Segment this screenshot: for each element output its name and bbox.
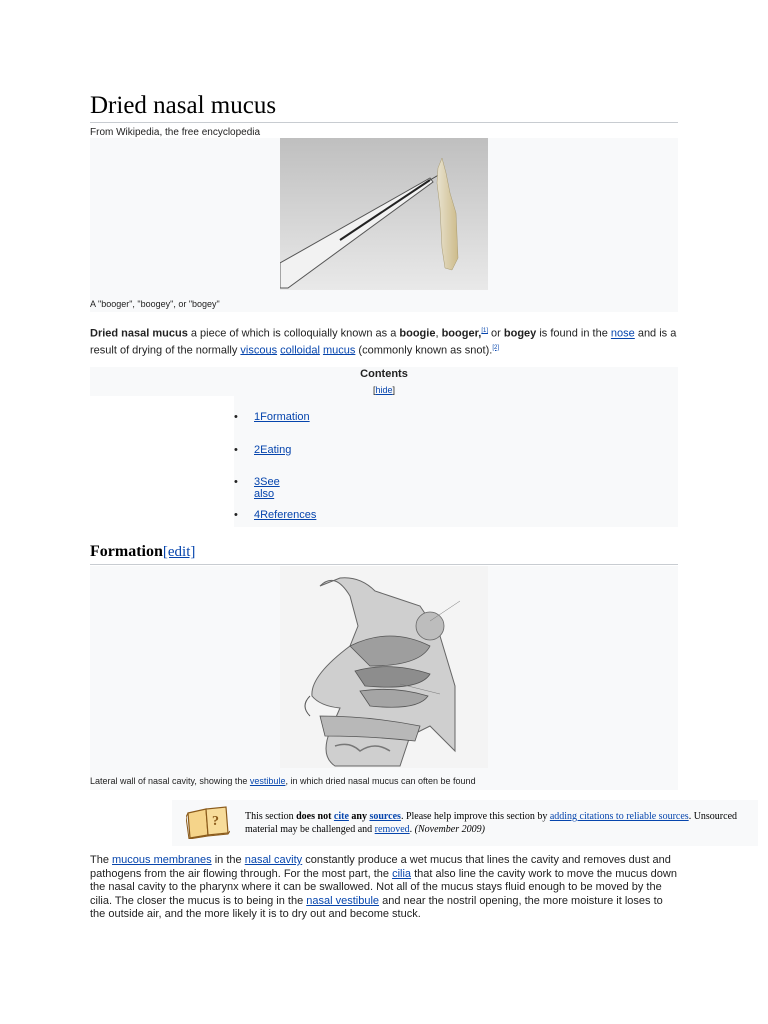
lead-term: Dried nasal mucus [90, 327, 188, 340]
figure-caption-nasal: Lateral wall of nasal cavity, showing the vestibule, in which dried nasal mucus can often be found [90, 776, 476, 786]
lead-text: is found in the [536, 327, 611, 340]
term-boogie: boogie [399, 327, 436, 340]
link-mucous-membranes[interactable]: mucous membranes [112, 854, 212, 866]
link-nasal-cavity[interactable]: nasal cavity [244, 854, 303, 866]
link-cite[interactable]: cite [333, 811, 349, 822]
page-title: Dried nasal mucus [90, 90, 678, 123]
lead-text: and is a result of drying of the normally [90, 327, 677, 357]
ref-link[interactable]: [2] [492, 344, 499, 351]
link-removed[interactable]: removed [374, 824, 410, 835]
ref-link[interactable]: [1] [481, 328, 488, 334]
toc-link-see-also[interactable]: 3See also [254, 476, 280, 500]
figure-nasal-cavity [90, 566, 678, 790]
toc-title: Contents [360, 368, 408, 380]
lead-text: a piece of which is colloquially known as a [187, 327, 400, 340]
unsourced-section-notice [172, 800, 758, 846]
notice-text: This section does not cite any sources. Please help improve this section by adding citations to reliable sources. Unsourced material may be challenged and removed. (November 2009) [245, 811, 738, 835]
notice-date: (November 2009) [414, 824, 485, 835]
figure-booger [90, 138, 678, 312]
lead-text: (commonly known as snot). [355, 344, 493, 357]
svg-text:?: ? [212, 814, 219, 829]
nasal-cavity-illustration[interactable] [280, 566, 488, 768]
toc-link-eating[interactable]: 2Eating [254, 443, 292, 456]
link-nasal-vestibule[interactable]: nasal vestibule [306, 894, 380, 907]
toc-link-formation[interactable]: 1Formation [254, 411, 310, 423]
term-bogey: bogey [503, 327, 537, 340]
book-icon [186, 805, 230, 839]
link-viscous[interactable]: viscous [240, 344, 278, 357]
link-mucus[interactable]: mucus [322, 344, 356, 357]
lead-text: or [487, 327, 504, 340]
link-sources[interactable]: sources [369, 811, 401, 822]
toc-link-references[interactable]: 4References [254, 508, 317, 521]
section-heading-formation: Formation[edit] [90, 542, 678, 565]
link-adding-citations[interactable]: adding citations to reliable sources [549, 811, 689, 822]
toc-hide-link[interactable]: hide [375, 385, 393, 395]
lead-paragraph [90, 324, 678, 357]
link-colloidal[interactable]: colloidal [280, 344, 320, 357]
figure-caption: A "booger", "boogey", or "bogey" [90, 299, 220, 309]
link-nose[interactable]: nose [610, 327, 635, 340]
formation-paragraph: The mucous membranes in the nasal cavity constantly produce a wet mucus that lines the cavity and removes dust and pathogens from the air flowing through. For the most part, the cilia that also line the cavity work to move the mucus down the nasal cavity to the pharynx where it can be swallowed. Not all of the mucus stays fluid enough to be moved by the cilia. The closer the mucus is to being in the nasal vestibule and near the nostril opening, the more moisture it loses to the outside air, and the more likely it is to dry out and become stuck. [90, 854, 677, 921]
table-of-contents: Contents [hide] • 1Formation • 2Eating • 3See also • 4References [90, 367, 678, 527]
term-booger: booger, [441, 327, 482, 340]
lead-text: , [435, 327, 442, 340]
tagline: From Wikipedia, the free encyclopedia [90, 127, 261, 138]
toc-hide-toggle: [hide] [372, 385, 396, 395]
link-cilia[interactable]: cilia [392, 867, 412, 880]
edit-section-link[interactable]: [edit] [162, 544, 196, 560]
link-vestibule[interactable]: vestibule [249, 776, 286, 786]
booger-photo[interactable] [280, 138, 488, 290]
